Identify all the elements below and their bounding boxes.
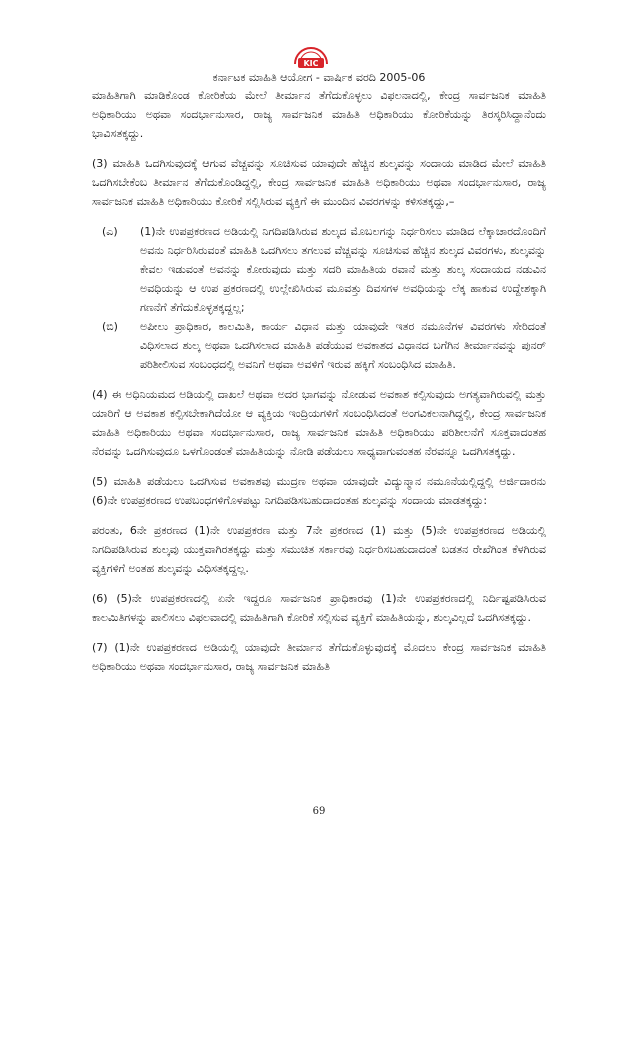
sub-clause-b-label: (ಬಿ) <box>102 320 118 333</box>
document-body <box>92 86 546 676</box>
paragraph-clause-4: (4) ಈ ಅಧಿನಿಯಮದ ಅಡಿಯಲ್ಲಿ ದಾಖಲೆ ಅಥವಾ ಅದರ ಭಾಗವನ್ನು ನೋಡುವ ಅವಕಾಶ ಕಲ್ಪಿಸುವುದು ಅಗತ್ಯವಾಗಿರುವಲ್ಲಿ ಮತ್ತು ಯಾರಿಗೆ ಆ ಅವಕಾಶ ಕಲ್ಪಿಸಬೇಕಾಗಿದೆಯೋ ಆ ವ್ಯಕ್ತಿಯ ಇಂದ್ರಿಯಗಳಿಗೆ ಸಂಬಂಧಿಸಿದಂತೆ ಅಂಗವಿಕಲನಾಗಿದ್ದಲ್ಲಿ, ಕೇಂದ್ರ ಸಾರ್ವಜನಿಕ ಮಾಹಿತಿ ಅಧಿಕಾರಿಯು ಅಥವಾ ಸಂದರ್ಭಾನುಸಾರ, ರಾಜ್ಯ ಸಾರ್ವಜನಿಕ ಮಾಹಿತಿ ಅಧಿಕಾರಿಯು ಪರಿಶೀಲನೆಗೆ ಸೂಕ್ತವಾದಂತಹ ನೆರವನ್ನು ಒದಗಿಸುವುದೂ ಒಳಗೊಂಡಂತೆ ಮಾಹಿತಿಯನ್ನು ನೋಡಿ ಪಡೆಯಲು ಸಾಧ್ಯವಾಗುವಂತಹ ನೆರವನ್ನೂ ಒದಗಿಸತಕ್ಕದ್ದು. <box>92 388 546 458</box>
paragraph-clause-6: (6) (5)ನೇ ಉಪಪ್ರಕರಣದಲ್ಲಿ ಏನೇ ಇದ್ದರೂ ಸಾರ್ವಜನಿಕ ಪ್ರಾಧಿಕಾರವು (1)ನೇ ಉಪಪ್ರಕರಣದಲ್ಲಿ ನಿರ್ದಿಷ್ಟಪಡಿಸಿರುವ ಕಾಲಮಿತಿಗಳನ್ನು ಪಾಲಿಸಲು ವಿಫಲವಾದಲ್ಲಿ ಮಾಹಿತಿಗಾಗಿ ಕೋರಿಕೆ ಸಲ್ಲಿಸುವ ವ್ಯಕ್ತಿಗೆ ಮಾಹಿತಿಯನ್ನು, ಶುಲ್ಕವಿಲ್ಲದೆ ಒದಗಿಸತಕ್ಕದ್ದು. <box>92 592 546 624</box>
paragraph-clause-5: (5) ಮಾಹಿತಿ ಪಡೆಯಲು ಒದಗಿಸುವ ಅವಕಾಶವು ಮುದ್ರಣ ಅಥವಾ ಯಾವುದೇ ವಿದ್ಯುನ್ಮಾನ ನಮೂನೆಯಲ್ಲಿದ್ದಲ್ಲಿ ಅರ್ಜಿದಾರನು (6)ನೇ ಉಪಪ್ರಕರಣದ ಉಪಬಂಧಗಳಿಗೊಳಪಟ್ಟು ನಿಗದಿಪಡಿಸಬಹುದಾದಂತಹ ಶುಲ್ಕವನ್ನು ಸಂದಾಯ ಮಾಡತಕ್ಕದ್ದು: <box>92 475 546 507</box>
sub-clause-b-text: ಅಪೀಲು ಪ್ರಾಧಿಕಾರ, ಕಾಲಮಿತಿ, ಕಾರ್ಯ ವಿಧಾನ ಮತ್ತು ಯಾವುದೇ ಇತರ ನಮೂನೆಗಳ ವಿವರಗಳು ಸೇರಿದಂತೆ ವಿಧಿಸಲಾದ ಶುಲ್ಕ ಅಥವಾ ಒದಗಿಸಲಾದ ಮಾಹಿತಿ ಪಡೆಯುವ ಅವಕಾಶದ ವಿಧಾನದ ಬಗೆಗಿನ ತೀರ್ಮಾನವನ್ನು ಪುನರ್ ಪರಿಶೀಲಿಸುವ ಸಂಬಂಧದಲ್ಲಿ ಅವನಿಗೆ ಅಥವಾ ಅವಳಿಗೆ ಇರುವ ಹಕ್ಕಿಗೆ ಸಂಬಂಧಿಸಿದ ಮಾಹಿತಿ. <box>140 320 546 371</box>
logo-text: KIC <box>303 59 319 68</box>
page-number: 69 <box>312 806 326 817</box>
sub-clause-a <box>92 222 546 317</box>
sub-clause-b <box>92 317 546 374</box>
paragraph-clause-7: (7) (1)ನೇ ಉಪಪ್ರಕರಣದ ಅಡಿಯಲ್ಲಿ ಯಾವುದೇ ತೀರ್ಮಾನ ತೆಗೆದುಕೊಳ್ಳುವುದಕ್ಕೆ ಮೊದಲು ಕೇಂದ್ರ ಸಾರ್ವಜನಿಕ ಮಾಹಿತಿ ಅಧಿಕಾರಿಯು ಅಥವಾ ಸಂದರ್ಭಾನುಸಾರ, ರಾಜ್ಯ ಸಾರ್ವಜನಿಕ ಮಾಹಿತಿ <box>92 641 546 673</box>
page-header: ಕರ್ನಾಟಕ ಮಾಹಿತಿ ಆಯೋಗ - ವಾರ್ಷಿಕ ವರದಿ 2005-06 <box>212 71 426 84</box>
paragraph-clause-3: (3) ಮಾಹಿತಿ ಒದಗಿಸುವುದಕ್ಕೆ ಆಗುವ ವೆಚ್ಚವನ್ನು ಸೂಚಿಸುವ ಯಾವುದೇ ಹೆಚ್ಚಿನ ಶುಲ್ಕವನ್ನು ಸಂದಾಯ ಮಾಡಿದ ಮೇಲೆ ಮಾಹಿತಿ ಒದಗಿಸಬೇಕೆಂಬ ತೀರ್ಮಾನ ತೆಗೆದುಕೊಂಡಿದ್ದಲ್ಲಿ, ಕೇಂದ್ರ ಸಾರ್ವಜನಿಕ ಮಾಹಿತಿ ಅಧಿಕಾರಿಯು ಅಥವಾ ಸಂದರ್ಭಾನುಸಾರ, ರಾಜ್ಯ ಸಾರ್ವಜನಿಕ ಮಾಹಿತಿ ಅಧಿಕಾರಿಯು ಕೋರಿಕೆ ಸಲ್ಲಿಸಿರುವ ವ್ಯಕ್ತಿಗೆ ಈ ಮುಂದಿನ ವಿವರಗಳನ್ನು ಕಳಿಸತಕ್ಕದ್ದು,– <box>92 157 546 208</box>
kic-logo <box>291 44 331 72</box>
sub-clause-a-text: (1)ನೇ ಉಪಪ್ರಕರಣದ ಅಡಿಯಲ್ಲಿ ನಿಗದಿಪಡಿಸಿರುವ ಶುಲ್ಕದ ಮೊಬಲಗನ್ನು ನಿರ್ಧರಿಸಲು ಮಾಡಿದ ಲೆಕ್ಕಾಚಾರದೊಂದಿಗೆ ಅವನು ನಿರ್ಧರಿಸಿರುವಂತೆ ಮಾಹಿತಿ ಒದಗಿಸಲು ತಗಲುವ ವೆಚ್ಚವನ್ನು ಸೂಚಿಸುವ ಹೆಚ್ಚಿನ ಶುಲ್ಕದ ವಿವರಗಳು, ಶುಲ್ಕವನ್ನು ಕೇವಲ ಇಡುವಂತೆ ಅವನನ್ನು ಕೋರುವುದು ಮತ್ತು ಸದರಿ ಮಾಹಿತಿಯ ರವಾನೆ ಮತ್ತು ಶುಲ್ಕ ಸಂದಾಯದ ನಡುವಿನ ಅವಧಿಯನ್ನು ಆ ಉಪ ಪ್ರಕರಣದಲ್ಲಿ ಉಲ್ಲೇಖಿಸಿರುವ ಮೂವತ್ತು ದಿವಸಗಳ ಅವಧಿಯನ್ನು ಲೆಕ್ಕ ಹಾಕುವ ಉದ್ದೇಶಕ್ಕಾಗಿ ಗಣನೆಗೆ ತೆಗೆದುಕೊಳ್ಳತಕ್ಕದ್ದಲ್ಲ; <box>140 225 546 314</box>
paragraph-continuation: ಮಾಹಿತಿಗಾಗಿ ಮಾಡಿಕೊಂಡ ಕೋರಿಕೆಯ ಮೇಲೆ ತೀರ್ಮಾನ ತೆಗೆದುಕೊಳ್ಳಲು ವಿಫಲನಾದಲ್ಲಿ, ಕೇಂದ್ರ ಸಾರ್ವಜನಿಕ ಮಾಹಿತಿ ಅಧಿಕಾರಿಯು ಅಥವಾ ಸಂದರ್ಭಾನುಸಾರ, ರಾಜ್ಯ ಸಾರ್ವಜನಿಕ ಮಾಹಿತಿ ಅಧಿಕಾರಿಯು ಕೋರಿಕೆಯನ್ನು ತಿರಸ್ಕರಿಸಿದ್ದಾನೆಂದು ಭಾವಿಸತಕ್ಕದ್ದು. <box>92 89 546 140</box>
paragraph-proviso: ಪರಂತು, 6ನೇ ಪ್ರಕರಣದ (1)ನೇ ಉಪಪ್ರಕರಣ ಮತ್ತು 7ನೇ ಪ್ರಕರಣದ (1) ಮತ್ತು (5)ನೇ ಉಪಪ್ರಕರಣದ ಅಡಿಯಲ್ಲಿ ನಿಗದಿಪಡಿಸಿರುವ ಶುಲ್ಕವು ಯುಕ್ತವಾಗಿರತಕ್ಕದ್ದು ಮತ್ತು ಸಮುಚಿತ ಸರ್ಕಾರವು ನಿರ್ಧರಿಸಬಹುದಾದಂತೆ ಬಡತನ ರೇಖೆಗಿಂತ ಕೆಳಗಿರುವ ವ್ಯಕ್ತಿಗಳಿಗೆ ಅಂತಹ ಶುಲ್ಕವನ್ನು ವಿಧಿಸತಕ್ಕದ್ದಲ್ಲ. <box>92 524 546 575</box>
sub-clause-a-label: (ಎ) <box>102 225 118 238</box>
